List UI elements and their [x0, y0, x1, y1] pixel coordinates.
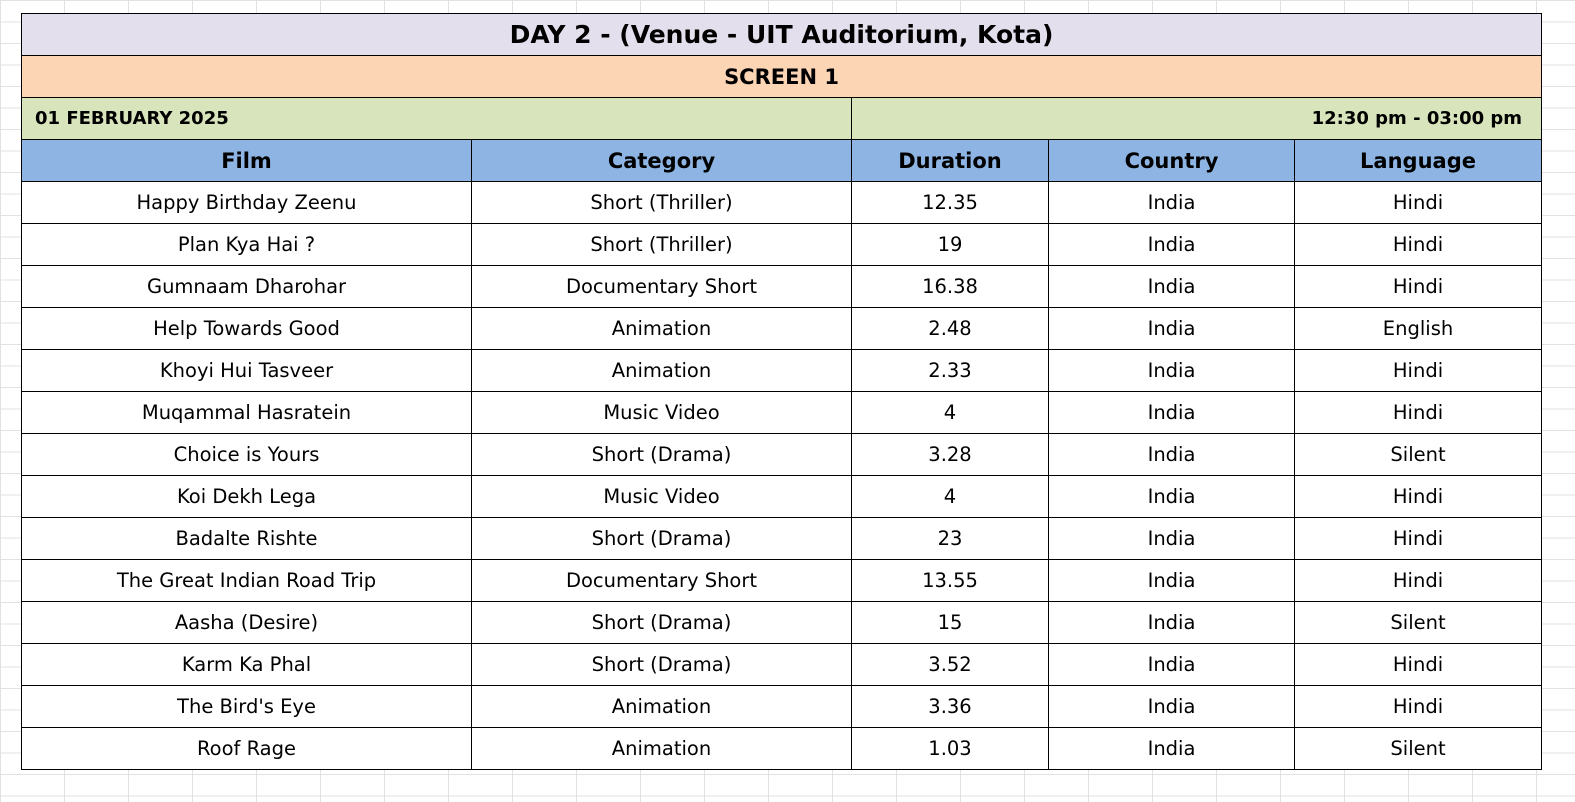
cell-film[interactable]: Muqammal Hasratein	[22, 392, 472, 434]
cell-language[interactable]: Hindi	[1295, 686, 1542, 728]
date-time-row	[22, 98, 1542, 140]
schedule-table	[21, 13, 1542, 770]
cell-film[interactable]: Roof Rage	[22, 728, 472, 770]
cell-duration[interactable]: 2.33	[852, 350, 1049, 392]
screen-label[interactable]: SCREEN 1	[22, 56, 1542, 98]
cell-language[interactable]: Silent	[1295, 602, 1542, 644]
cell-country[interactable]: India	[1049, 266, 1295, 308]
cell-duration[interactable]: 13.55	[852, 560, 1049, 602]
cell-category[interactable]: Short (Drama)	[472, 644, 852, 686]
column-header-film[interactable]: Film	[22, 140, 472, 182]
cell-film[interactable]: Choice is Yours	[22, 434, 472, 476]
cell-country[interactable]: India	[1049, 644, 1295, 686]
table-row	[22, 434, 1542, 476]
cell-category[interactable]: Animation	[472, 686, 852, 728]
cell-duration[interactable]: 23	[852, 518, 1049, 560]
cell-category[interactable]: Short (Thriller)	[472, 182, 852, 224]
cell-category[interactable]: Music Video	[472, 476, 852, 518]
cell-language[interactable]: Hindi	[1295, 182, 1542, 224]
cell-country[interactable]: India	[1049, 350, 1295, 392]
cell-category[interactable]: Short (Drama)	[472, 518, 852, 560]
cell-category[interactable]: Animation	[472, 350, 852, 392]
cell-film[interactable]: Plan Kya Hai ?	[22, 224, 472, 266]
cell-country[interactable]: India	[1049, 392, 1295, 434]
cell-duration[interactable]: 3.52	[852, 644, 1049, 686]
cell-country[interactable]: India	[1049, 560, 1295, 602]
cell-duration[interactable]: 16.38	[852, 266, 1049, 308]
cell-country[interactable]: India	[1049, 728, 1295, 770]
cell-country[interactable]: India	[1049, 182, 1295, 224]
table-row	[22, 308, 1542, 350]
time-cell[interactable]: 12:30 pm - 03:00 pm	[852, 98, 1542, 140]
table-row	[22, 350, 1542, 392]
table-row	[22, 686, 1542, 728]
table-row	[22, 476, 1542, 518]
table-row	[22, 266, 1542, 308]
cell-category[interactable]: Short (Drama)	[472, 602, 852, 644]
table-row	[22, 182, 1542, 224]
column-header-category[interactable]: Category	[472, 140, 852, 182]
cell-category[interactable]: Animation	[472, 728, 852, 770]
cell-film[interactable]: The Great Indian Road Trip	[22, 560, 472, 602]
cell-duration[interactable]: 2.48	[852, 308, 1049, 350]
cell-language[interactable]: Silent	[1295, 434, 1542, 476]
cell-film[interactable]: Help Towards Good	[22, 308, 472, 350]
cell-language[interactable]: Hindi	[1295, 266, 1542, 308]
cell-duration[interactable]: 15	[852, 602, 1049, 644]
cell-film[interactable]: Karm Ka Phal	[22, 644, 472, 686]
cell-language[interactable]: Hindi	[1295, 560, 1542, 602]
cell-country[interactable]: India	[1049, 434, 1295, 476]
cell-country[interactable]: India	[1049, 518, 1295, 560]
day-venue-title[interactable]: DAY 2 - (Venue - UIT Auditorium, Kota)	[22, 14, 1542, 56]
cell-category[interactable]: Documentary Short	[472, 266, 852, 308]
table-row	[22, 728, 1542, 770]
cell-category[interactable]: Animation	[472, 308, 852, 350]
cell-language[interactable]: Hindi	[1295, 518, 1542, 560]
cell-duration[interactable]: 3.36	[852, 686, 1049, 728]
cell-language[interactable]: Hindi	[1295, 644, 1542, 686]
cell-language[interactable]: English	[1295, 308, 1542, 350]
table-row	[22, 644, 1542, 686]
cell-film[interactable]: Gumnaam Dharohar	[22, 266, 472, 308]
cell-category[interactable]: Short (Thriller)	[472, 224, 852, 266]
cell-category[interactable]: Documentary Short	[472, 560, 852, 602]
table-row	[22, 518, 1542, 560]
cell-language[interactable]: Hindi	[1295, 392, 1542, 434]
cell-country[interactable]: India	[1049, 686, 1295, 728]
table-row	[22, 602, 1542, 644]
cell-film[interactable]: Happy Birthday Zeenu	[22, 182, 472, 224]
cell-category[interactable]: Short (Drama)	[472, 434, 852, 476]
cell-film[interactable]: Aasha (Desire)	[22, 602, 472, 644]
cell-country[interactable]: India	[1049, 224, 1295, 266]
screen-row	[22, 56, 1542, 98]
cell-language[interactable]: Hindi	[1295, 350, 1542, 392]
table-row	[22, 560, 1542, 602]
cell-duration[interactable]: 12.35	[852, 182, 1049, 224]
cell-duration[interactable]: 4	[852, 392, 1049, 434]
date-cell[interactable]: 01 FEBRUARY 2025	[22, 98, 852, 140]
cell-duration[interactable]: 1.03	[852, 728, 1049, 770]
cell-language[interactable]: Hindi	[1295, 476, 1542, 518]
cell-film[interactable]: Badalte Rishte	[22, 518, 472, 560]
cell-category[interactable]: Music Video	[472, 392, 852, 434]
column-header-duration[interactable]: Duration	[852, 140, 1049, 182]
cell-film[interactable]: Koi Dekh Lega	[22, 476, 472, 518]
column-header-language[interactable]: Language	[1295, 140, 1542, 182]
cell-film[interactable]: The Bird's Eye	[22, 686, 472, 728]
column-header-row	[22, 140, 1542, 182]
cell-duration[interactable]: 19	[852, 224, 1049, 266]
cell-duration[interactable]: 4	[852, 476, 1049, 518]
cell-country[interactable]: India	[1049, 476, 1295, 518]
table-row	[22, 224, 1542, 266]
table-row	[22, 392, 1542, 434]
column-header-country[interactable]: Country	[1049, 140, 1295, 182]
cell-language[interactable]: Hindi	[1295, 224, 1542, 266]
cell-country[interactable]: India	[1049, 308, 1295, 350]
cell-duration[interactable]: 3.28	[852, 434, 1049, 476]
cell-language[interactable]: Silent	[1295, 728, 1542, 770]
title-row	[22, 14, 1542, 56]
cell-country[interactable]: India	[1049, 602, 1295, 644]
cell-film[interactable]: Khoyi Hui Tasveer	[22, 350, 472, 392]
